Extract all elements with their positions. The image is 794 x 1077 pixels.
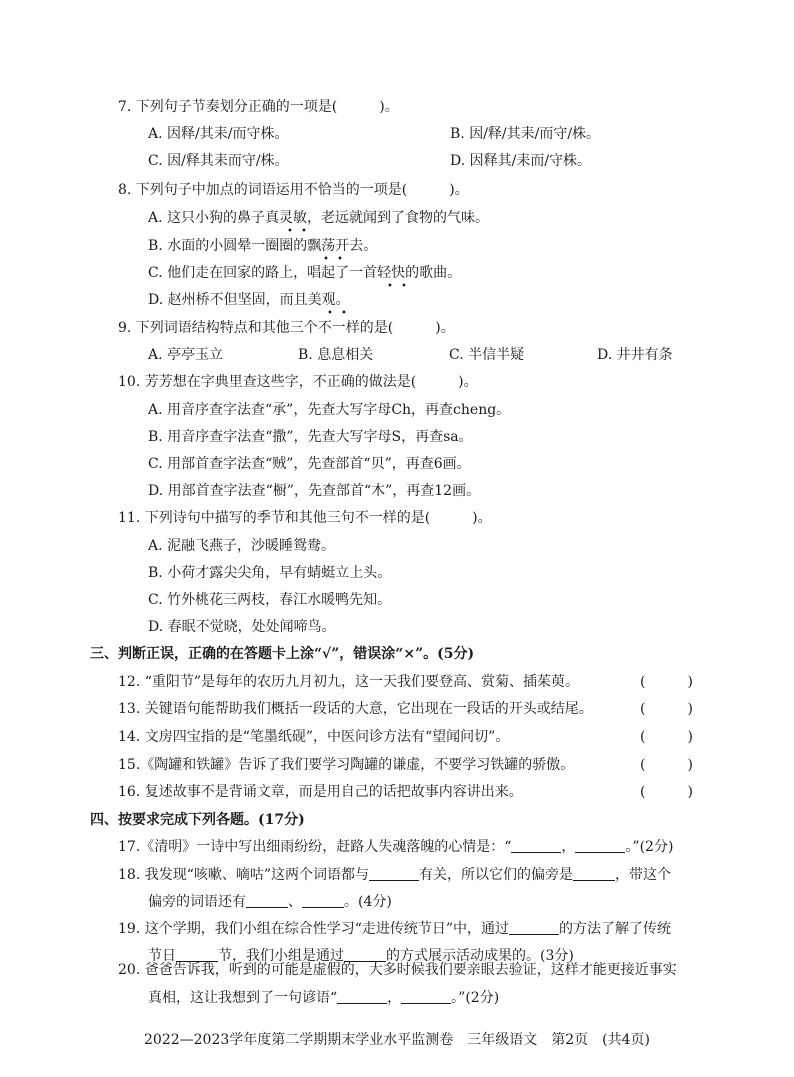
q10-option-a: A. 用音序查字法查“承”，先查大写字母Ch，再查cheng。 [148,402,511,418]
q19-text-3: 节日 [148,948,176,964]
answer-parentheses: ( ) [640,701,693,717]
q10-option-c: C. 用部首查字法查“贼”，先查部首“贝”，再查6画。 [148,456,471,472]
q8-option-b: B. 水面的小圆晕一圈圈的飘荡开去。 [148,238,378,254]
emphasis-dot: • [341,308,347,319]
emphasis-dot: • [287,226,293,237]
fill-blank[interactable] [369,866,419,881]
emphasis-dot: • [401,281,407,292]
q8-stem: 8. 下列句子中加点的词语运用不恰当的一项是( )。 [118,182,469,198]
q20-text-3: 。”(2分) [451,990,500,1006]
q18-text-1: 18. 我发现“咳嗽、嘀咕”这两个词语都与 [118,867,370,883]
emphasis-dot: • [327,308,333,319]
emphasis-dot: • [387,281,393,292]
judge-item-14: 14. 文房四宝指的是“笔墨纸砚”，中医问诊方法有“望闻问切”。 [118,729,510,745]
q18-text-4: 偏旁的词语还有 [148,894,246,910]
q9-option-a: A. 亭亭玉立 [148,347,224,363]
q8-option-d: D. 赵州桥不但坚固，而且美观。 [148,292,350,308]
q17-text-1: 17.《清明》一诗中写出细雨纷纷，赶路人失魂落魄的心情是：“ [118,839,512,855]
q18-text-2: 有关，所以它们的偏旁是 [419,867,574,883]
fill-blank[interactable] [509,920,559,935]
answer-parentheses: ( ) [640,729,693,745]
q7-stem: 7. 下列句子节奏划分正确的一项是( )。 [118,99,399,115]
q19-text-5: 的方式展示活动成果的。(3分) [386,948,574,964]
q11-option-b: B. 小荷才露尖尖角，早有蜻蜓立上头。 [148,565,392,581]
q11-option-a: A. 泥融飞燕子，沙暖睡鸳鸯。 [148,538,336,554]
q7-option-d: D. 因释其/耒而/守株。 [450,153,592,169]
judge-item-16: 16. 复述故事不是背诵文章，而是用自己的话把故事内容讲出来。 [118,784,523,800]
q11-option-c: C. 竹外桃花三两枝，春江水暖鸭先知。 [148,592,392,608]
q17 [118,837,673,857]
fill-blank[interactable] [337,989,387,1004]
answer-parentheses: ( ) [640,674,693,690]
q9-option-c: C. 半信半疑 [449,347,525,363]
q19-line-1 [118,919,671,939]
judge-item-15: 15.《陶罐和铁罐》告诉了我们要学习陶罐的谦虚，不要学习铁罐的骄傲。 [118,757,575,773]
emphasis-dot: • [301,226,307,237]
q7-option-c: C. 因/释其耒而守/株。 [148,153,289,169]
q19-text-1: 19. 这个学期，我们小组在综合性学习“走进传统节日”中，通过 [118,921,510,937]
section-4-heading: 四、按要求完成下列各题。(17分) [90,812,305,828]
answer-parentheses: ( ) [640,757,693,773]
section-3-heading: 三、判断正误，正确的在答题卡上涂“√”，错误涂“×”。(5分) [90,646,475,662]
page-footer: 2022—2023学年度第二学期期末学业水平监测卷 三年级语文 第2页 (共4页) [144,1032,650,1048]
q18-separator: 、 [288,894,302,910]
q10-option-d: D. 用部首查字法查“橱”，先查部首“木”，再查12画。 [148,483,481,499]
emphasis-dot: • [337,254,343,265]
q20-text-2: 真相，这让我想到了一句谚语“ [148,990,338,1006]
q9-option-d: D. 井井有条 [597,347,673,363]
fill-blank[interactable] [401,989,451,1004]
q9-option-b: B. 息息相关 [298,347,374,363]
q17-separator: ， [561,839,576,855]
q7-option-b: B. 因/释/其耒/而守/株。 [450,126,601,142]
fill-blank[interactable] [511,838,561,853]
judge-item-12: 12. “重阳节”是每年的农历九月初九，这一天我们要登高、赏菊、插茱萸。 [118,674,580,690]
q17-text-2: 。”(2分) [625,839,674,855]
fill-blank[interactable] [575,838,625,853]
q8-option-c: C. 他们走在回家的路上，唱起了一首轻快的歌曲。 [148,265,462,281]
q19-text-4: 节，我们小组是通过 [218,948,344,964]
q10-stem: 10. 芳芳想在字典里查这些字，不正确的做法是( )。 [118,374,478,390]
q18-text-5: 。(4分) [344,894,392,910]
q11-option-d: D. 春眠不觉晓，处处闻啼鸟。 [148,619,336,635]
answer-parentheses: ( ) [640,784,693,800]
emphasis-dot: • [323,254,329,265]
q18-line-2 [148,892,392,912]
judge-item-13: 13. 关键语句能帮助我们概括一段话的大意，它出现在一段话的开头或结尾。 [118,701,593,717]
fill-blank[interactable] [302,893,344,908]
q18-line-1 [118,865,671,885]
q20-line-2 [148,988,499,1008]
q20-separator: ， [387,990,402,1006]
fill-blank[interactable] [573,866,615,881]
q19-text-2: 的方法了解了传统 [559,921,672,937]
q7-option-a: A. 因释/其耒/而守株。 [148,126,289,142]
q9-stem: 9. 下列词语结构特点和其他三个不一样的是( )。 [118,320,455,336]
q18-text-3: ，带这个 [615,867,672,883]
q10-option-b: B. 用音序查字法查“撒”，先查大写字母S，再查sa。 [148,429,473,445]
fill-blank[interactable] [246,893,288,908]
q8-option-a: A. 这只小狗的鼻子真灵敏，老远就闻到了食物的气味。 [148,210,490,226]
q11-stem: 11. 下列诗句中描写的季节和其他三句不一样的是( )。 [118,510,492,526]
q20-line-1: 20. 爸爸告诉我，听到的可能是虚假的，大多时候我们要亲眼去验证，这样才能更接近事实 [118,962,677,978]
